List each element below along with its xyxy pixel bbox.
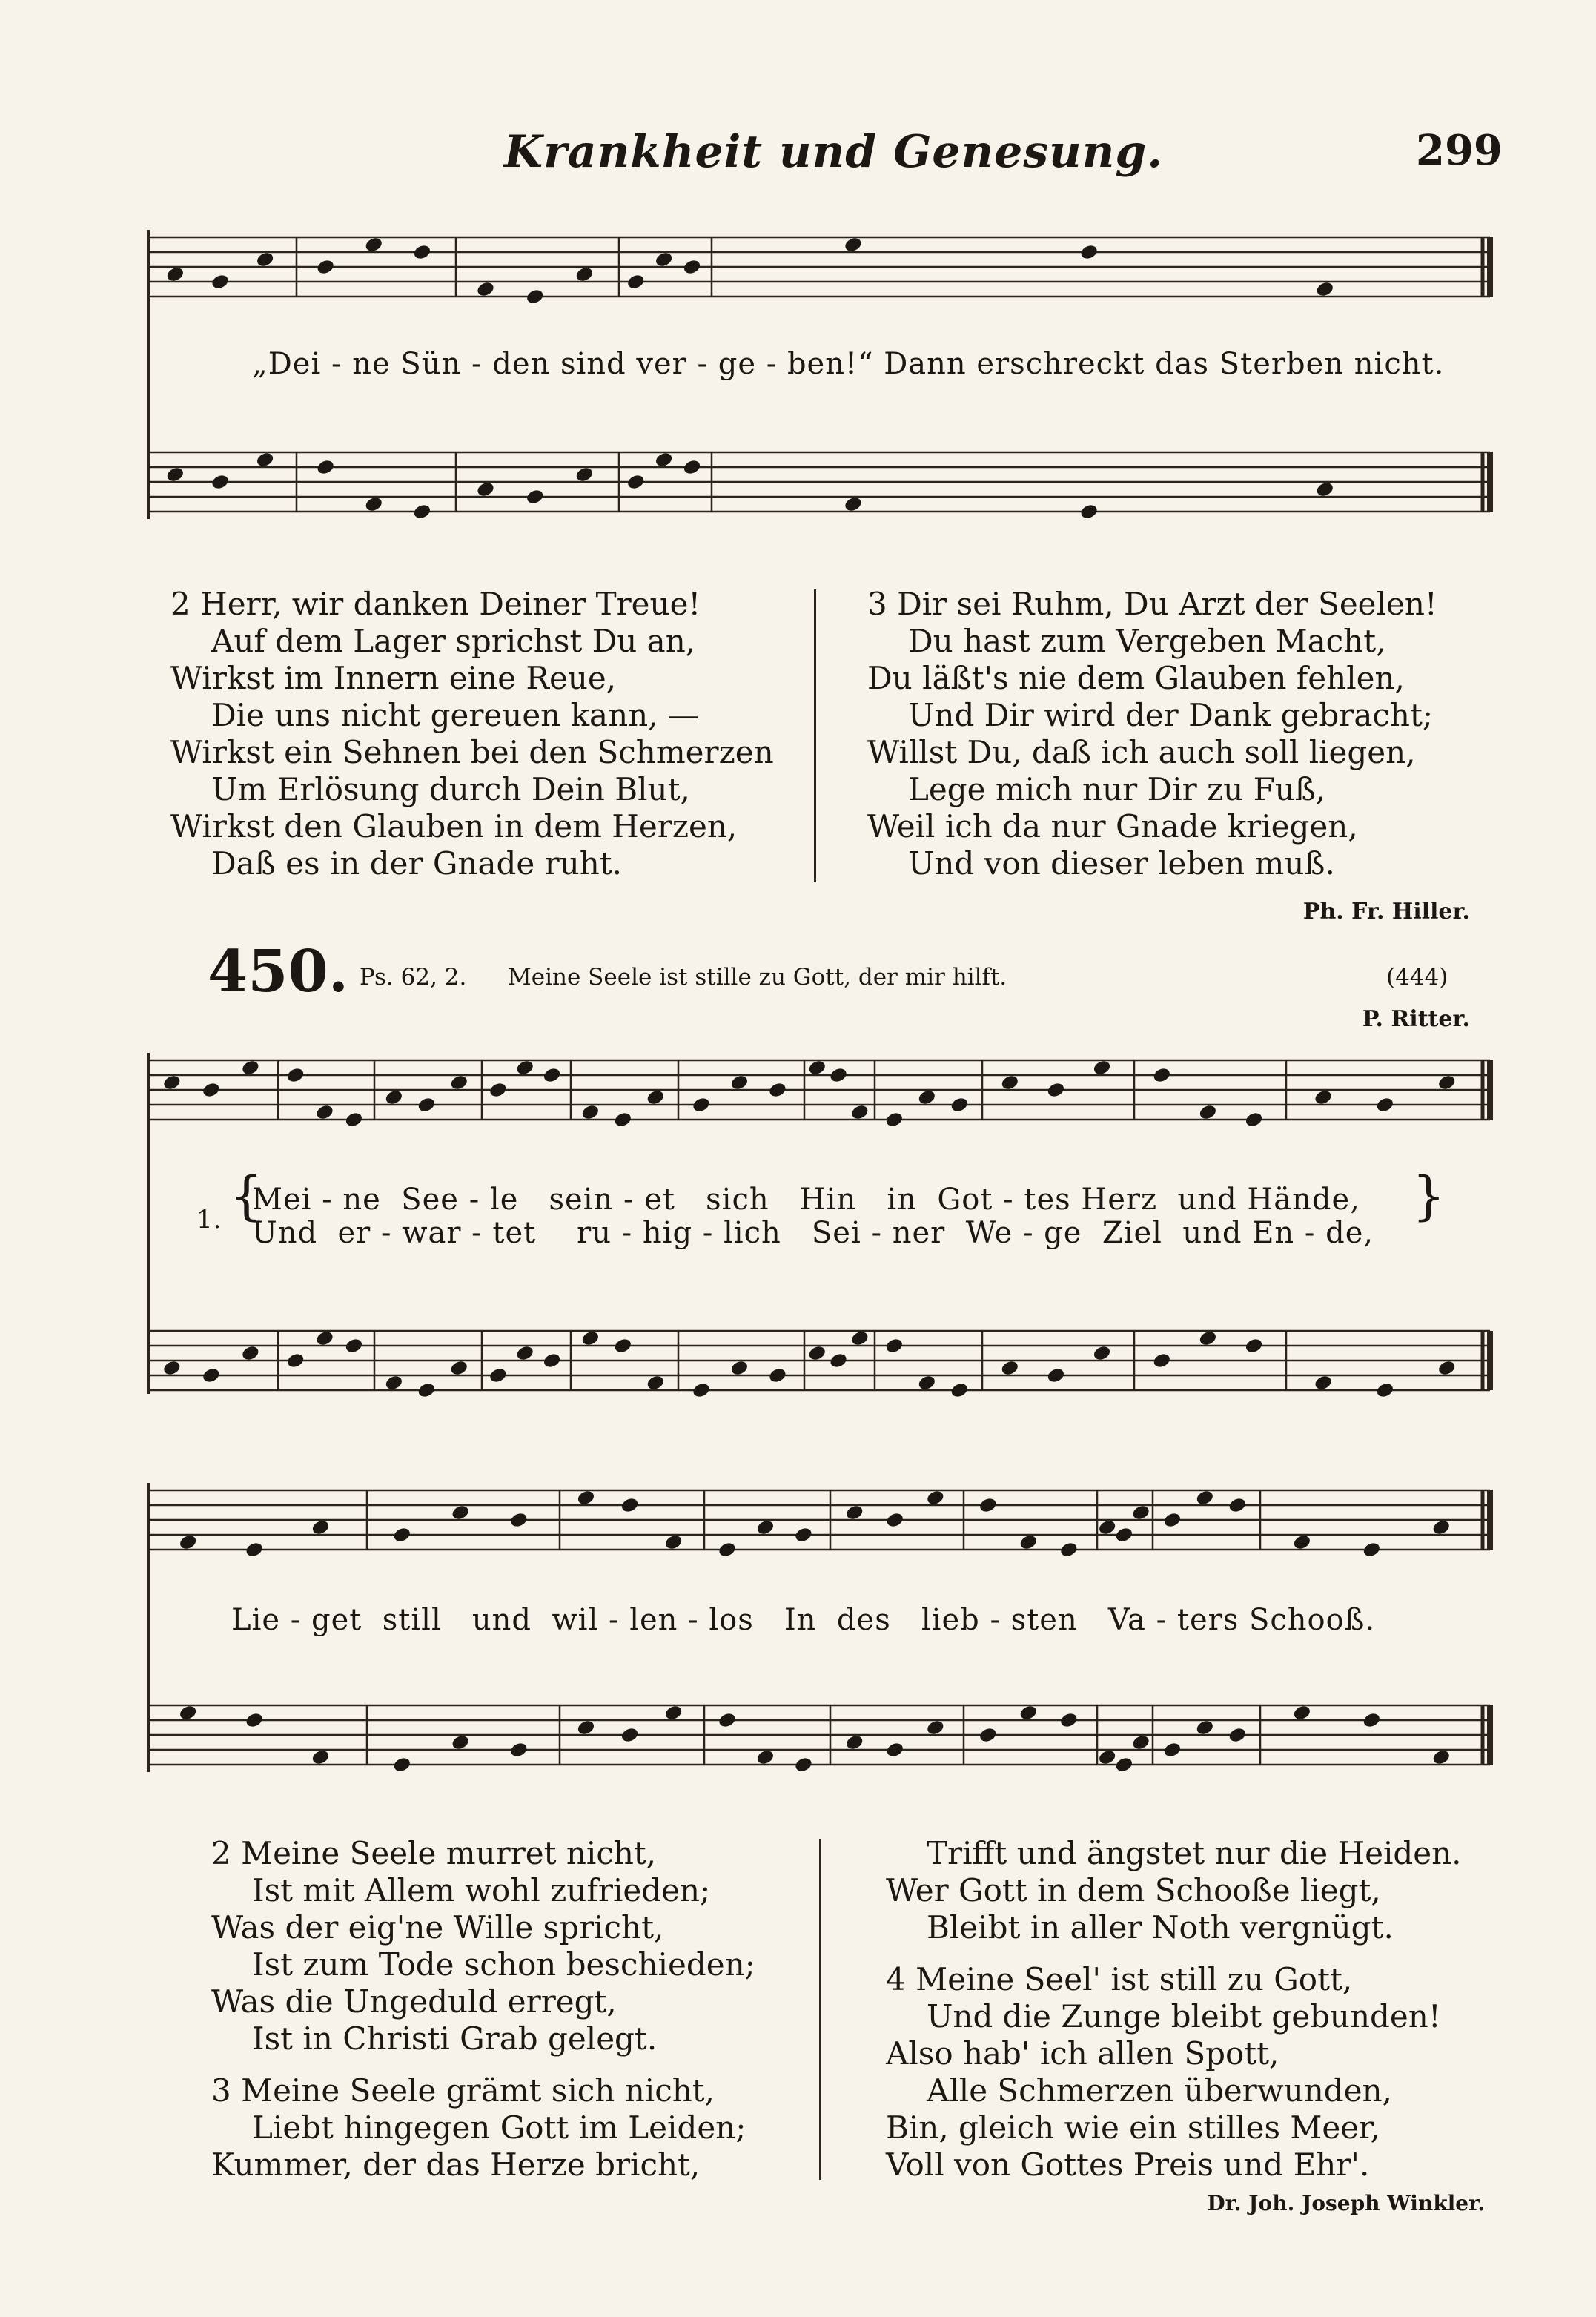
note-head — [682, 258, 702, 276]
note-head — [311, 1518, 331, 1536]
note-head — [476, 480, 496, 498]
lyric-line-3: Lie - get still und wil - len - los In des lieb - sten Va - ters Schooß. — [231, 1603, 1376, 1637]
verse-line: Daß es in der Gnade ruht. — [211, 845, 623, 882]
note-head — [1131, 1504, 1151, 1521]
note-head — [178, 1704, 198, 1722]
note-head — [201, 1366, 221, 1384]
note-head — [978, 1726, 998, 1744]
note-head — [829, 1352, 849, 1369]
note-head — [449, 1359, 469, 1377]
note-head — [525, 488, 545, 506]
note-head — [1315, 280, 1335, 298]
note-head — [950, 1381, 970, 1399]
note-head — [1437, 1074, 1457, 1091]
note-head — [165, 265, 185, 283]
hymn-motto: Meine Seele ist stille zu Gott, der mir hilft. — [508, 964, 1007, 991]
note-head — [392, 1526, 412, 1544]
verse-line: Bin, gleich wie ein stilles Meer, — [886, 2109, 1380, 2146]
note-head — [575, 466, 595, 483]
note-head — [1019, 1533, 1039, 1551]
note-head — [1092, 1344, 1112, 1362]
note-head — [1059, 1711, 1079, 1729]
refrain-lyric: „Dei - ne Sün - den sind ver - ge - ben!“ Dann erschreckt das Sterben nicht. — [252, 347, 1445, 381]
note-head — [1092, 1059, 1112, 1077]
note-head — [542, 1066, 562, 1084]
note-head — [315, 1103, 335, 1121]
verse-line: 3 Dir sei Ruhm, Du Arzt der Seelen! — [867, 586, 1437, 622]
note-head — [844, 495, 864, 513]
note-head — [1292, 1704, 1312, 1722]
author-450: Dr. Joh. Joseph Winkler. — [1207, 2191, 1485, 2215]
hymn-number: 450. — [208, 938, 348, 1005]
note-head — [917, 1088, 937, 1106]
note-head — [201, 1081, 221, 1099]
lyric-line-1: Mei - ne See - le sein - et sich Hin in Got - tes Herz und Hände, — [252, 1183, 1360, 1217]
note-head — [488, 1081, 508, 1099]
note-head — [768, 1081, 788, 1099]
note-head — [1195, 1719, 1215, 1736]
verse-line: Ist in Christi Grab gelegt. — [252, 2020, 658, 2057]
note-head — [885, 1511, 905, 1529]
note-head — [344, 1337, 364, 1355]
note-head — [245, 1711, 265, 1729]
verse-2-450 — [211, 1835, 755, 2057]
tune-reference: (444) — [1386, 964, 1448, 991]
verse-line: Kummer, der das Herze bricht, — [211, 2146, 701, 2183]
verse-line: Lege mich nur Dir zu Fuß, — [908, 771, 1326, 807]
note-head — [1131, 1733, 1151, 1751]
note-head — [917, 1374, 937, 1392]
note-head — [285, 1066, 305, 1084]
note-head — [1314, 1088, 1334, 1106]
note-head — [613, 1337, 633, 1355]
note-head — [626, 273, 646, 291]
note-head — [285, 1352, 305, 1369]
note-head — [178, 1533, 198, 1551]
note-head — [692, 1381, 712, 1399]
verse-line: Alle Schmerzen überwunden, — [927, 2072, 1392, 2109]
note-head — [451, 1733, 471, 1751]
note-head — [165, 466, 185, 483]
verse-line: Du läßt's nie dem Glauben fehlen, — [867, 660, 1405, 696]
note-head — [794, 1756, 814, 1774]
note-head — [576, 1719, 596, 1736]
verse-line: Wirkst ein Sehnen bei den Schmerzen — [170, 734, 774, 770]
note-head — [1244, 1111, 1264, 1128]
note-head — [1375, 1381, 1395, 1399]
note-head — [488, 1366, 508, 1384]
verse-line: Wer Gott in dem Schooße liegt, — [886, 1872, 1381, 1908]
verse-line: Die uns nicht gereuen kann, — — [211, 697, 699, 733]
note-head — [211, 473, 231, 491]
note-head — [1362, 1541, 1382, 1559]
note-head — [384, 1088, 404, 1106]
note-head — [755, 1518, 775, 1536]
verse-number: 1. — [196, 1205, 222, 1234]
note-head — [613, 1111, 633, 1128]
note-head — [1079, 503, 1099, 520]
verse-3-prev — [867, 586, 1437, 882]
verse-line: 4 Meine Seel' ist still zu Gott, — [886, 1961, 1353, 1997]
verse-line: Weil ich da nur Gnade kriegen, — [867, 808, 1358, 845]
note-head — [646, 1374, 666, 1392]
lyric-brace-left: { — [230, 1166, 263, 1226]
note-head — [682, 458, 702, 476]
note-head — [1228, 1496, 1248, 1514]
note-head — [162, 1359, 182, 1377]
note-head — [476, 280, 496, 298]
note-head — [542, 1352, 562, 1369]
note-head — [844, 1733, 864, 1751]
note-head — [768, 1366, 788, 1384]
verse-line: Voll von Gottes Preis und Ehr'. — [886, 2146, 1370, 2183]
verse-line: 2 Herr, wir danken Deiner Treue! — [170, 586, 701, 622]
verse-3-450 — [211, 2072, 746, 2184]
note-head — [1431, 1518, 1451, 1536]
note-head — [1315, 480, 1335, 498]
note-head — [1000, 1074, 1020, 1091]
note-head — [663, 1704, 683, 1722]
note-head — [829, 1066, 849, 1084]
note-head — [211, 273, 231, 291]
note-head — [311, 1748, 331, 1766]
note-head — [654, 451, 674, 469]
note-head — [412, 503, 432, 520]
note-head — [315, 1329, 335, 1347]
lyric-line-2: Und er - war - tet ru - hig - lich Sei - ner We - ge Ziel und En - de, — [252, 1216, 1374, 1250]
note-head — [576, 1489, 596, 1507]
verse-line: Willst Du, daß ich auch soll liegen, — [867, 734, 1416, 770]
note-head — [978, 1496, 998, 1514]
verse-line: Was der eig'ne Wille spricht, — [211, 1909, 664, 1946]
page-header-title: Krankheit und Genesung. — [504, 126, 1164, 178]
note-head — [1114, 1756, 1134, 1774]
verse-line: Liebt hingegen Gott im Leiden; — [252, 2109, 746, 2146]
note-head — [364, 495, 384, 513]
column-divider — [814, 589, 816, 882]
note-head — [1375, 1096, 1395, 1114]
note-head — [692, 1096, 712, 1114]
note-head — [620, 1496, 640, 1514]
note-head — [885, 1741, 905, 1759]
composer: P. Ritter. — [1362, 1006, 1470, 1032]
note-head — [1162, 1741, 1182, 1759]
note-head — [1046, 1366, 1066, 1384]
verse-line: Also hab' ich allen Spott, — [886, 2035, 1279, 2072]
note-head — [1437, 1359, 1457, 1377]
verse-line: Trifft und ängstet nur die Heiden. — [927, 1835, 1462, 1871]
note-head — [245, 1541, 265, 1559]
note-head — [1114, 1526, 1134, 1544]
note-head — [844, 236, 864, 254]
note-head — [1152, 1066, 1172, 1084]
note-head — [1079, 243, 1099, 261]
note-head — [392, 1756, 412, 1774]
note-head — [412, 243, 432, 261]
note-head — [1228, 1726, 1248, 1744]
verse-line: Ist mit Allem wohl zufrieden; — [252, 1872, 711, 1908]
verse-line: Auf dem Lager sprichst Du an, — [211, 623, 696, 659]
note-head — [925, 1489, 945, 1507]
verse-line: 3 Meine Seele grämt sich nicht, — [211, 2072, 715, 2109]
note-head — [509, 1741, 529, 1759]
verse-line: Ist zum Tode schon beschieden; — [252, 1946, 755, 1983]
note-head — [925, 1719, 945, 1736]
note-head — [844, 1504, 864, 1521]
note-head — [654, 251, 674, 268]
note-head — [718, 1711, 738, 1729]
note-head — [525, 288, 545, 305]
note-head — [807, 1344, 827, 1362]
note-head — [241, 1344, 261, 1362]
verse-line: Wirkst den Glauben in dem Herzen, — [170, 808, 738, 845]
verse-line: Du hast zum Vergeben Macht, — [908, 623, 1386, 659]
note-head — [755, 1748, 775, 1766]
note-head — [241, 1059, 261, 1077]
note-head — [729, 1359, 749, 1377]
verse-line: Und Dir wird der Dank gebracht; — [908, 697, 1433, 733]
note-head — [1162, 1511, 1182, 1529]
note-head — [575, 265, 595, 283]
note-head — [1431, 1748, 1451, 1766]
note-head — [384, 1374, 404, 1392]
note-head — [1195, 1489, 1215, 1507]
note-head — [884, 1111, 904, 1128]
note-head — [162, 1074, 182, 1091]
note-head — [1152, 1352, 1172, 1369]
note-head — [807, 1059, 827, 1077]
verse-2-prev — [170, 586, 774, 882]
note-head — [451, 1504, 471, 1521]
note-head — [1198, 1329, 1218, 1347]
note-head — [620, 1726, 640, 1744]
note-head — [1314, 1374, 1334, 1392]
note-head — [515, 1344, 535, 1362]
note-head — [884, 1337, 904, 1355]
note-head — [626, 473, 646, 491]
note-head — [515, 1059, 535, 1077]
note-head — [1244, 1337, 1264, 1355]
note-head — [449, 1074, 469, 1091]
note-head — [663, 1533, 683, 1551]
note-head — [1362, 1711, 1382, 1729]
note-head — [1046, 1081, 1066, 1099]
note-head — [729, 1074, 749, 1091]
verse-line: Und von dieser leben muß. — [908, 845, 1335, 882]
verse-line: Bleibt in aller Noth vergnügt. — [927, 1909, 1394, 1946]
lyric-brace-right: } — [1412, 1166, 1446, 1226]
note-head — [850, 1329, 870, 1347]
verse-line: Und die Zunge bleibt gebunden! — [927, 1998, 1441, 2035]
note-head — [255, 451, 275, 469]
verse-4-450 — [886, 1961, 1441, 2184]
note-head — [580, 1103, 600, 1121]
verse-line: Was die Ungeduld erregt, — [211, 1983, 617, 2020]
note-head — [1019, 1704, 1039, 1722]
column-divider-450 — [819, 1839, 821, 2180]
verse-line: Wirkst im Innern eine Reue, — [170, 660, 617, 696]
scripture-reference: Ps. 62, 2. — [360, 964, 467, 991]
note-head — [794, 1526, 814, 1544]
note-head — [1000, 1359, 1020, 1377]
note-head — [509, 1511, 529, 1529]
note-head — [417, 1096, 437, 1114]
note-head — [1059, 1541, 1079, 1559]
author-prev: Ph. Fr. Hiller. — [1302, 899, 1470, 925]
note-head — [1097, 1518, 1117, 1536]
note-head — [417, 1381, 437, 1399]
note-head — [950, 1096, 970, 1114]
page-number: 299 — [1416, 126, 1503, 175]
note-head — [1097, 1748, 1117, 1766]
note-head — [364, 236, 384, 254]
verse-line: 2 Meine Seele murret nicht, — [211, 1835, 657, 1871]
note-head — [344, 1111, 364, 1128]
note-head — [718, 1541, 738, 1559]
note-head — [316, 258, 336, 276]
note-head — [1198, 1103, 1218, 1121]
note-head — [646, 1088, 666, 1106]
verse-line: Um Erlösung durch Dein Blut, — [211, 771, 690, 807]
verse-3-cont-450 — [886, 1835, 1462, 1946]
note-head — [316, 458, 336, 476]
note-head — [255, 251, 275, 268]
note-head — [1292, 1533, 1312, 1551]
note-head — [850, 1103, 870, 1121]
note-head — [580, 1329, 600, 1347]
